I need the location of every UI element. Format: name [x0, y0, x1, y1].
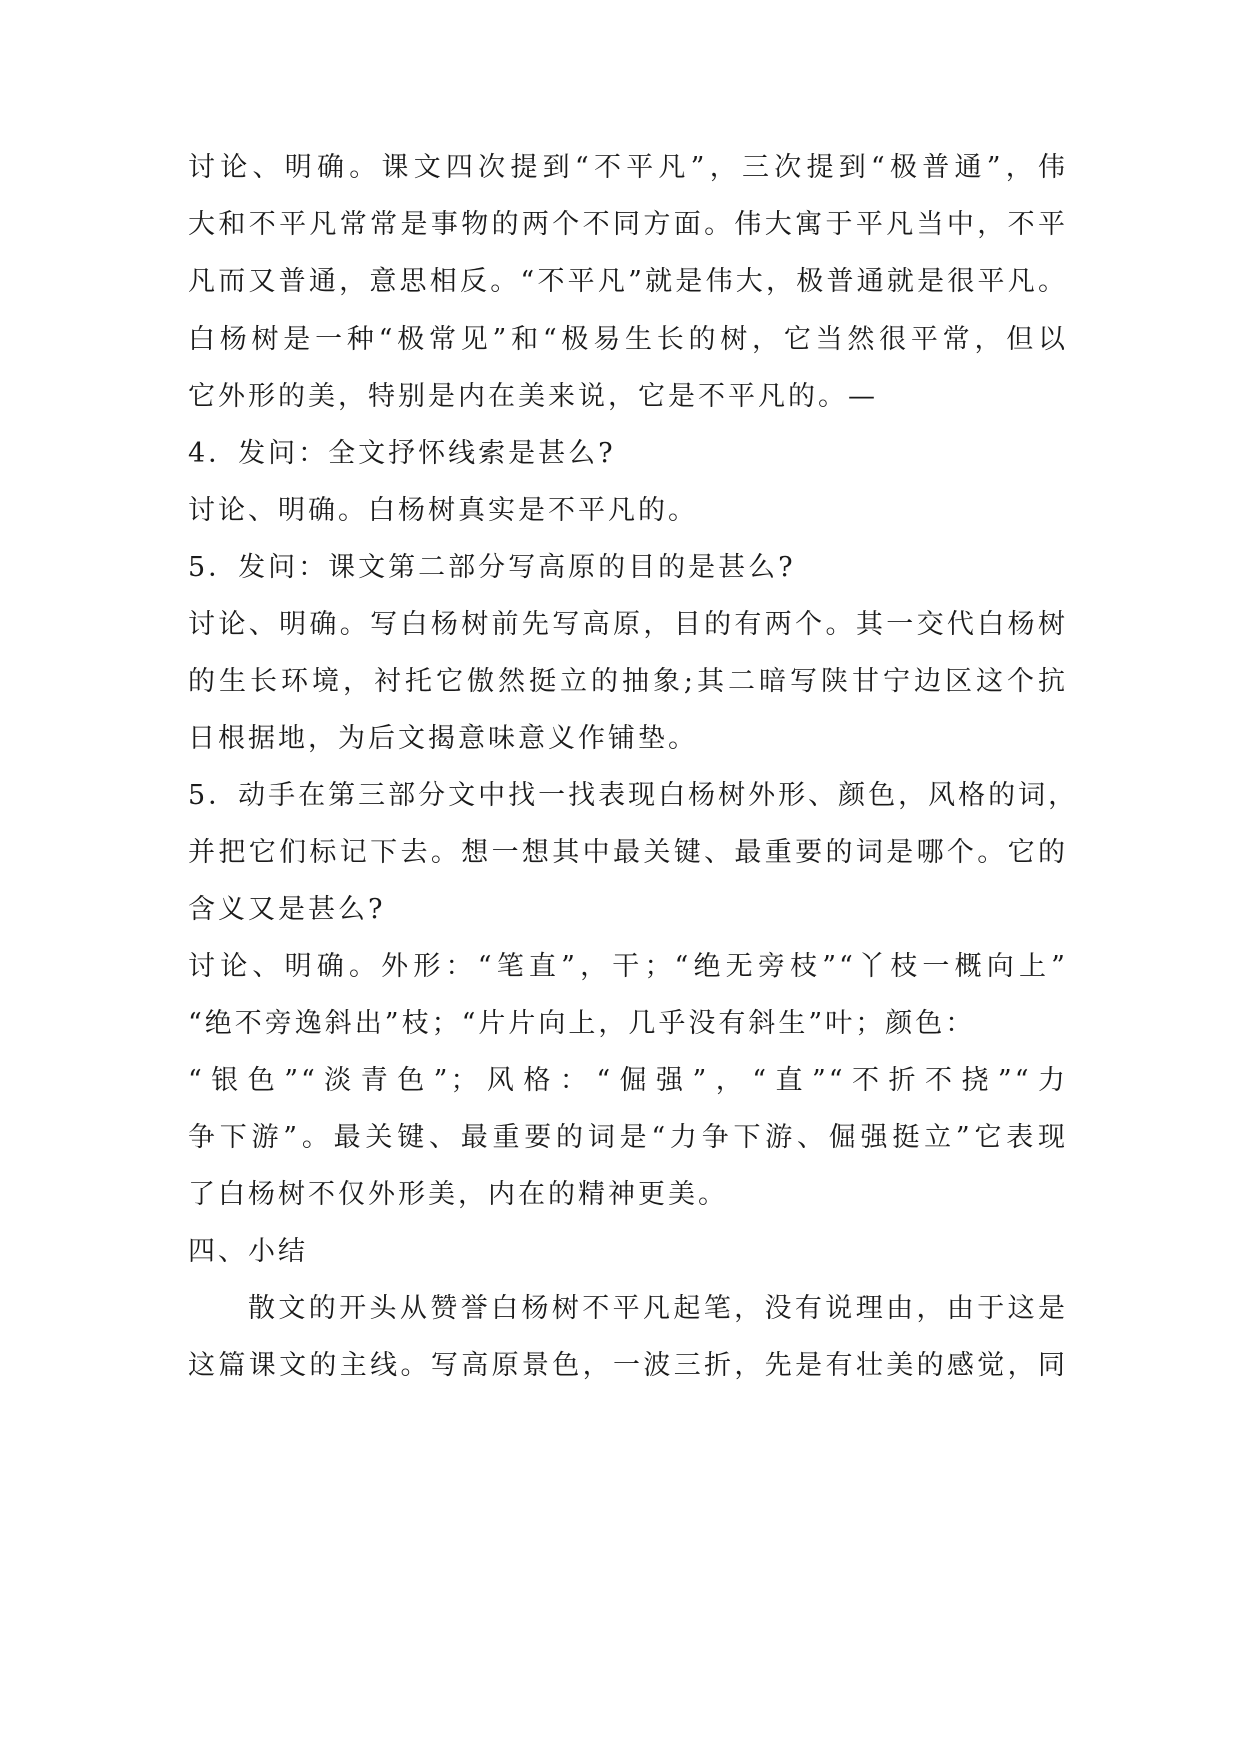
text-line-18: 争下游”。最关键、最重要的词是“力争下游、倔强挺立”它表现: [188, 1122, 1068, 1153]
text-line-4: 白杨树是一种“极常见”和“极易生长的树，它当然很平常，但以: [188, 324, 1068, 355]
text-line-1: 讨论、明确。课文四次提到“不平凡”，三次提到“极普通”，伟: [188, 152, 1068, 183]
text-line-5: 它外形的美，特别是内在美来说，它是不平凡的。—: [188, 381, 878, 412]
text-line-3: 凡而又普通，意思相反。“不平凡”就是伟大，极普通就是很平凡。: [188, 266, 1068, 297]
text-line-13: 并把它们标记下去。想一想其中最关键、最重要的词是哪个。它的: [188, 837, 1068, 868]
text-line-10: 的生长环境，衬托它傲然挺立的抽象;其二暗写陕甘宁边区这个抗: [188, 666, 1068, 697]
question-5: 5．发问：课文第二部分写高原的目的是甚么?: [188, 552, 796, 583]
text-line-19: 了白杨树不仅外形美，内在的精神更美。: [188, 1179, 728, 1210]
summary-paragraph-line-2: 这篇课文的主线。写高原景色，一波三折，先是有壮美的感觉，同: [188, 1350, 1068, 1381]
question-4: 4．发问：全文抒怀线索是甚么?: [188, 438, 616, 469]
text-line-15: 讨论、明确。外形：“笔直”，干；“绝无旁枝”“丫枝一概向上”: [188, 951, 1068, 982]
text-line-14: 含义又是甚么?: [188, 894, 386, 925]
text-line-11: 日根据地，为后文揭意味意义作铺垫。: [188, 723, 698, 754]
task-5: 5．动手在第三部分文中找一找表现白杨树外形、颜色，风格的词，: [188, 780, 1079, 811]
answer-4: 讨论、明确。白杨树真实是不平凡的。: [188, 495, 698, 526]
text-line-2: 大和不平凡常常是事物的两个不同方面。伟大寓于平凡当中，不平: [188, 209, 1068, 240]
section-heading-summary: 四、小结: [188, 1236, 308, 1267]
summary-paragraph-line-1: 散文的开头从赞誉白杨树不平凡起笔，没有说理由，由于这是: [248, 1293, 1068, 1324]
text-line-9: 讨论、明确。写白杨树前先写高原，目的有两个。其一交代白杨树: [188, 609, 1068, 640]
text-line-16: “绝不旁逸斜出”枝；“片片向上，几乎没有斜生”叶；颜色：: [188, 1008, 976, 1039]
text-line-17: “银色”“淡青色”；风格：“倔强”，“直”“不折不挠”“力: [188, 1065, 1068, 1096]
